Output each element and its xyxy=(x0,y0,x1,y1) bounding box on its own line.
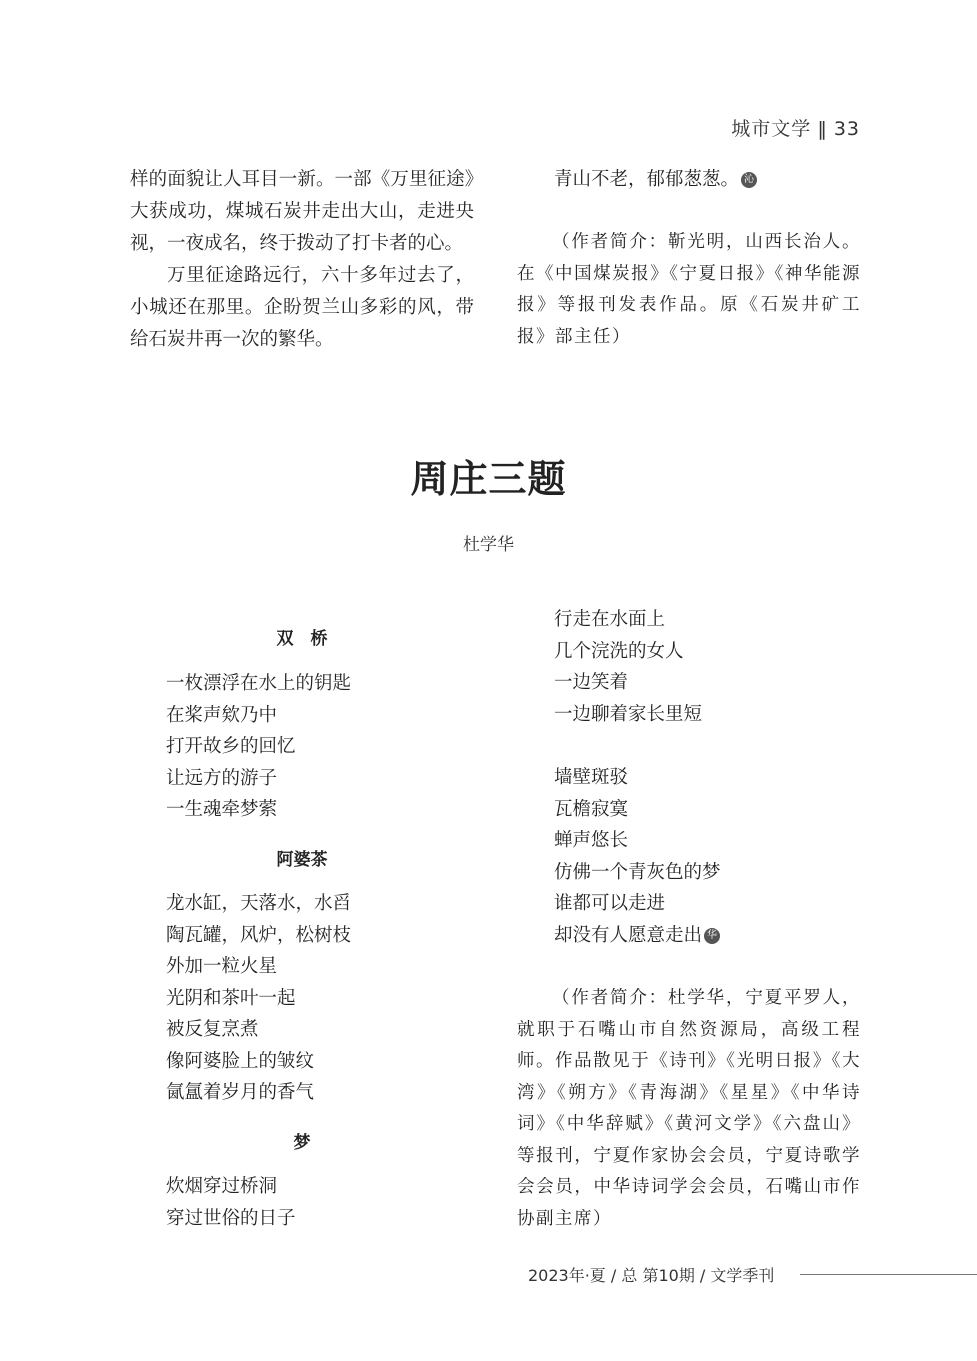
poem-line: 一枚漂浮在水上的钥匙 xyxy=(166,673,352,694)
poem-line: 谁都可以走进 xyxy=(554,893,666,914)
poem-meng-part3 xyxy=(554,762,721,951)
header-separator: ‖ xyxy=(817,118,828,140)
poem-line xyxy=(554,920,721,952)
poem-title-apocha: 阿婆茶 xyxy=(276,850,328,870)
closing-text: 青山不老，郁郁葱葱。 xyxy=(554,169,740,190)
bio-text: （作者简介：杜学华，宁夏平罗人，就职于石嘴山市自然资源局，高级工程师。作品散见于《诗刊》《光明日报》《大湾》《朔方》《青海湖》《星星》《中华诗词》《中华辞赋》《黄河文学》《六盘山》等报刊，宁夏作家协会会员，宁夏诗歌学会会员，中华诗词学会会员，石嘴山市作协副主席） xyxy=(517,988,861,1229)
poem-line: 外加一粒火星 xyxy=(166,956,278,977)
end-mark-icon: 华 xyxy=(704,928,720,944)
running-header xyxy=(731,114,860,141)
article-title: 周庄三题 xyxy=(410,456,567,501)
poem-title-shuangqiao: 双 桥 xyxy=(276,629,328,649)
poem-line-text: 却没有人愿意走出 xyxy=(554,924,703,946)
poem-line: 几个浣洗的女人 xyxy=(554,640,684,662)
author-bio-1 xyxy=(517,227,861,353)
paragraph: 样的面貌让人耳目一新。一部《万里征途》大获成功，煤城石炭井走出大山，走进央视，一夜成名，终于拨动了打卡者的心。 xyxy=(130,169,474,254)
poem-line: 墙壁斑驳 xyxy=(554,767,629,788)
page-number: 33 xyxy=(833,118,860,140)
poem-meng-part1 xyxy=(166,1171,296,1234)
article-author: 杜学华 xyxy=(463,535,514,555)
poem-line: 光阴和茶叶一起 xyxy=(166,987,296,1009)
poem-line: 炊烟穿过桥洞 xyxy=(166,1176,278,1197)
footer-rule xyxy=(800,1274,977,1275)
poem-line: 行走在水面上 xyxy=(554,609,666,630)
author-bio-2 xyxy=(517,983,861,1235)
poem-line: 陶瓦罐，风炉，松树枝 xyxy=(166,924,352,946)
poem-line: 让远方的游子 xyxy=(166,767,278,789)
previous-article-continuation xyxy=(130,164,474,356)
poem-line: 一边聊着家长里短 xyxy=(554,703,703,725)
poem-line: 仿佛一个青灰色的梦 xyxy=(554,861,721,883)
poem-line: 一边笑着 xyxy=(554,672,629,693)
bio-text: （作者简介：靳光明，山西长治人。在《中国煤炭报》《宁夏日报》《神华能源报》等报刊发表作品。原《石炭井矿工报》部主任） xyxy=(517,232,861,347)
end-mark-icon: 沁 xyxy=(741,172,757,188)
paragraph: 万里征途路远行，六十多年过去了，小城还在那里。企盼贺兰山多彩的风，带给石炭井再一次的繁华。 xyxy=(130,265,474,350)
poem-line: 打开故乡的回忆 xyxy=(166,736,296,757)
poem-line: 像阿婆脸上的皱纹 xyxy=(166,1050,315,1072)
poem-line: 瓦檐寂寞 xyxy=(554,798,629,820)
poem-line: 被反复烹煮 xyxy=(166,1019,259,1040)
poem-line: 氤氲着岁月的香气 xyxy=(166,1082,315,1103)
poem-apocha xyxy=(166,888,351,1109)
poem-line: 一生魂牵梦萦 xyxy=(166,799,278,820)
previous-article-ending xyxy=(517,164,861,196)
journal-name: 城市文学 xyxy=(731,118,812,140)
poem-line: 在桨声欸乃中 xyxy=(166,704,278,726)
poem-line: 龙水缸，天落水，水舀 xyxy=(166,893,352,914)
poem-meng-part2 xyxy=(554,604,702,730)
issue-footer: 2023年·夏 / 总 第10期 / 文学季刊 xyxy=(528,1266,775,1285)
poem-title-meng: 梦 xyxy=(293,1133,311,1153)
poem-line: 穿过世俗的日子 xyxy=(166,1207,296,1229)
poem-line: 蝉声悠长 xyxy=(554,830,629,851)
poem-shuangqiao xyxy=(166,668,351,826)
closing-line xyxy=(517,164,861,196)
